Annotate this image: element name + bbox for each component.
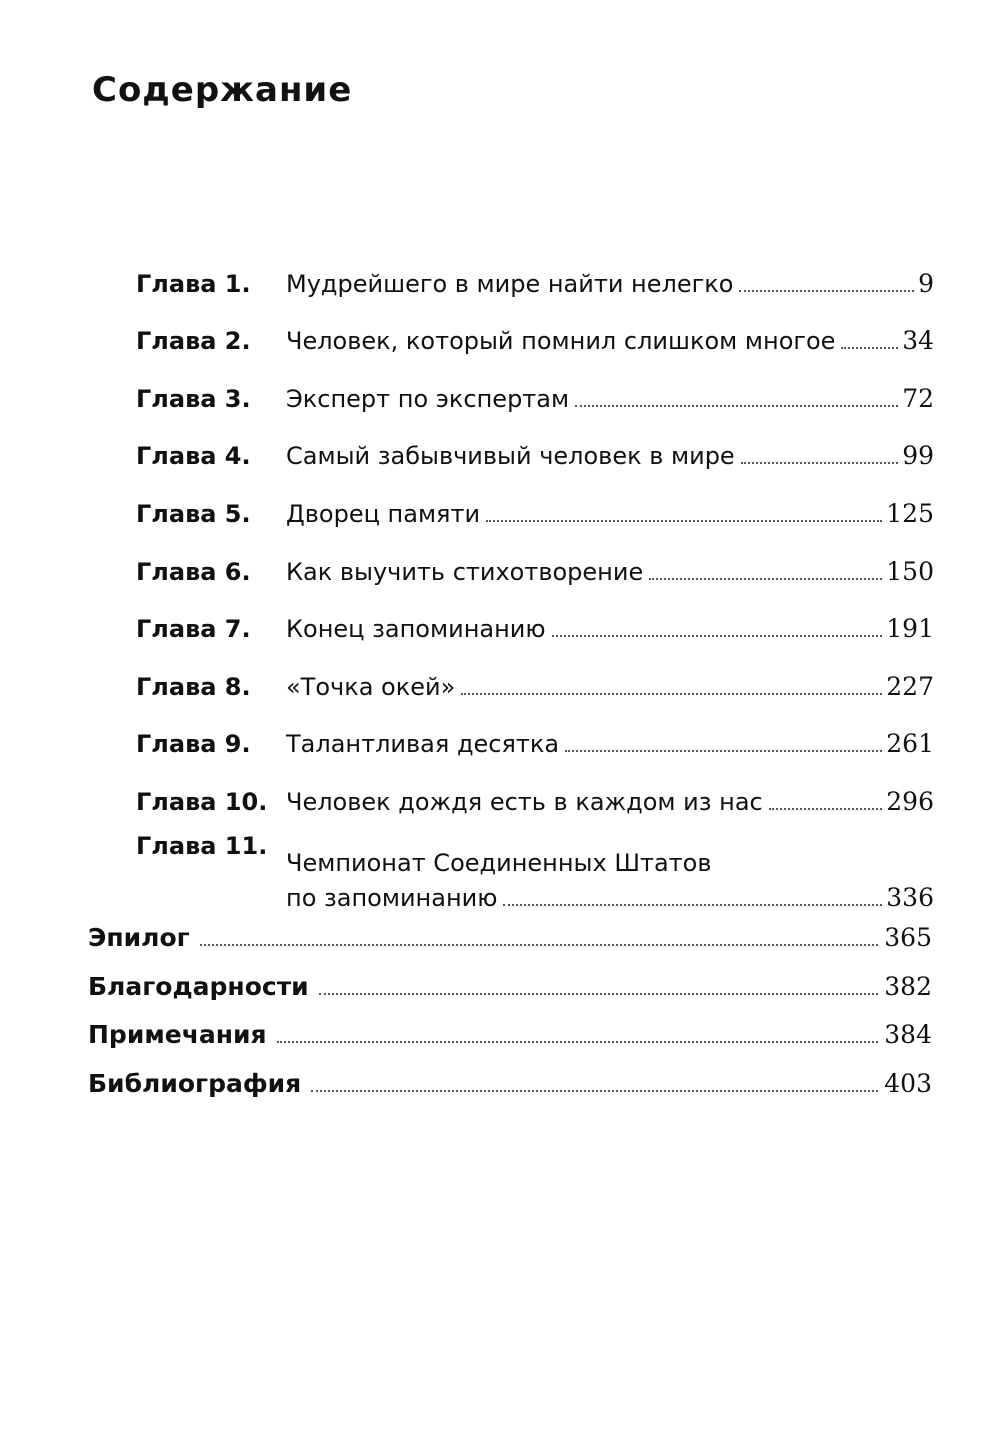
- chapter-title: Мудрейшего в мире найти нелегко: [286, 269, 734, 298]
- page-number: 336: [886, 882, 934, 912]
- back-matter-label: Библиография: [88, 1068, 302, 1098]
- chapter-title: «Точка окей»: [286, 672, 456, 701]
- chapter-title: Конец запоминанию: [286, 615, 546, 644]
- dot-leader: [311, 1089, 878, 1092]
- dot-leader: [461, 692, 882, 695]
- chapter-title: Как выучить стихотворение: [286, 557, 644, 586]
- page-number: 384: [884, 1020, 932, 1049]
- toc-entry-chapter-6[interactable]: [136, 534, 934, 592]
- toc-entry-bibliography[interactable]: [88, 1064, 932, 1113]
- page-number: 191: [886, 614, 934, 644]
- dot-leader: [277, 1040, 879, 1043]
- chapter-label: Глава 3.: [136, 384, 251, 413]
- dot-leader: [649, 577, 882, 580]
- page-number: 99: [902, 441, 934, 471]
- chapter-title: Дворец памяти: [286, 499, 481, 528]
- back-matter-label: Благодарности: [88, 971, 309, 1001]
- toc-entry-chapter-3[interactable]: [136, 361, 934, 419]
- dot-leader: [741, 461, 899, 464]
- chapter-label: Глава 10.: [136, 787, 268, 816]
- toc-entry-chapter-11[interactable]: [136, 822, 934, 918]
- page-number: 365: [884, 923, 932, 952]
- chapter-label: Глава 2.: [136, 327, 251, 356]
- dot-leader: [565, 749, 882, 752]
- toc-entry-chapter-9[interactable]: [136, 707, 934, 765]
- back-matter-label: Примечания: [88, 1020, 267, 1049]
- page-number: 227: [886, 671, 934, 701]
- toc-entry-chapter-4[interactable]: [136, 419, 934, 477]
- page-number: 34: [902, 326, 934, 356]
- chapter-label: Глава 5.: [136, 499, 251, 528]
- page-number: 9: [918, 268, 934, 298]
- toc-entry-chapter-10[interactable]: [136, 764, 934, 822]
- page-title: Содержание: [92, 70, 353, 110]
- chapter-title-line-2: по запоминанию: [286, 883, 498, 912]
- dot-leader: [739, 289, 914, 292]
- dot-leader: [769, 807, 883, 810]
- dot-leader: [486, 519, 882, 522]
- dot-leader: [319, 992, 879, 995]
- page-number: 296: [886, 786, 934, 816]
- toc-entry-chapter-7[interactable]: [136, 592, 934, 650]
- page-number: 72: [902, 383, 934, 413]
- page-number: 125: [886, 498, 934, 528]
- page-number: 261: [886, 729, 934, 759]
- chapter-list: [136, 246, 934, 918]
- chapter-title-line-1: Чемпионат Соединенных Штатов: [286, 848, 712, 877]
- toc-entry-chapter-1[interactable]: [136, 246, 934, 304]
- page-number: 382: [884, 971, 932, 1001]
- chapter-title: Человек дождя есть в каждом из нас: [286, 787, 763, 816]
- chapter-label: Глава 4.: [136, 442, 251, 471]
- toc-entry-chapter-2[interactable]: [136, 304, 934, 362]
- toc-entry-epilogue[interactable]: [88, 918, 932, 967]
- chapter-label: Глава 8.: [136, 672, 251, 701]
- chapter-title: Эксперт по экспертам: [286, 384, 570, 413]
- chapter-label: Глава 9.: [136, 730, 251, 759]
- toc-entry-chapter-5[interactable]: [136, 476, 934, 534]
- page-number: 403: [884, 1068, 932, 1098]
- chapter-label: Глава 6.: [136, 557, 251, 586]
- dot-leader: [841, 346, 898, 349]
- chapter-label: Глава 11.: [136, 831, 268, 860]
- chapter-label: Глава 1.: [136, 269, 251, 298]
- dot-leader: [503, 903, 882, 906]
- dot-leader: [200, 943, 879, 946]
- chapter-title: Талантливая десятка: [286, 730, 560, 759]
- chapter-title: Человек, который помнил слишком многое: [286, 327, 836, 356]
- chapter-label: Глава 7.: [136, 615, 251, 644]
- page-number: 150: [886, 556, 934, 586]
- toc-entry-acknowledgments[interactable]: [88, 967, 932, 1016]
- toc-entry-chapter-8[interactable]: [136, 649, 934, 707]
- chapter-title: Самый забывчивый человек в мире: [286, 442, 735, 471]
- toc-entry-notes[interactable]: [88, 1015, 932, 1064]
- dot-leader: [552, 634, 883, 637]
- back-matter-list: [88, 918, 932, 1112]
- back-matter-label: Эпилог: [88, 923, 190, 952]
- dot-leader: [575, 404, 898, 407]
